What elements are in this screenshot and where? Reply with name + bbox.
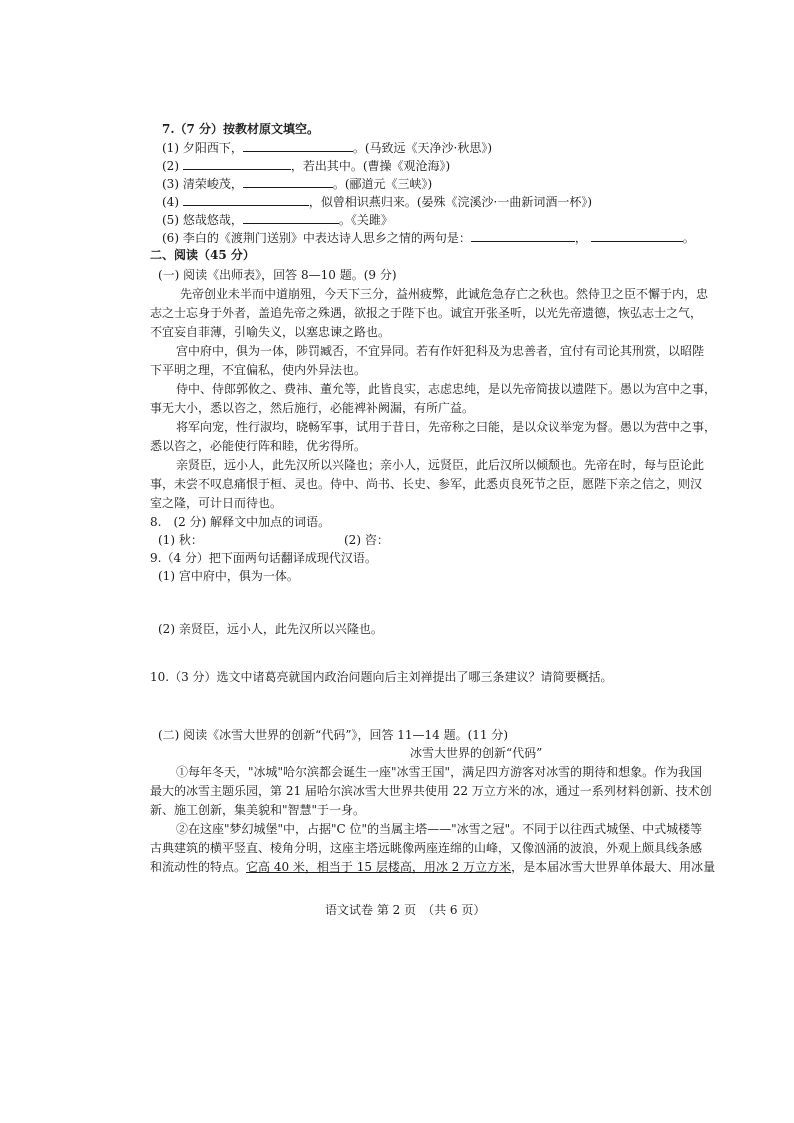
q7-item-5 <box>162 211 393 228</box>
q7-item-2 <box>162 157 450 174</box>
q7-item-text: 夕阳西下， <box>182 141 243 155</box>
passage-line: 悉以咨之，必能使行阵和睦，优劣得所。 <box>150 439 367 453</box>
passage-line: 先帝创业未半而中道崩殂，今天下三分，益州疲弊，此诚危急存亡之秋也。然侍卫之臣不懈于内，忠 <box>180 287 709 301</box>
q7-item-text: 。 <box>682 231 695 245</box>
passage-line: 亲贤臣，远小人，此先汉所以兴隆也；亲小人，远贤臣，此后汉所以倾颓也。先帝在时，每与臣论此 <box>176 458 705 472</box>
passage-line: 宫中府中，俱为一体，陟罚臧否，不宜异同。若有作奸犯科及为忠善者，宜付有司论其刑赏，以昭陛 <box>176 344 705 358</box>
passage-line: 下平明之理，不宜偏私，使内外异法也。 <box>150 363 367 377</box>
q7-item-number: (1) <box>162 141 179 155</box>
article-text: ，是本届冰雪大世界单体最大、用冰量 <box>511 860 716 874</box>
q8-item-1: (1) 秋： <box>158 533 203 547</box>
q8-header: 8. (2 分) 解释文中加点的词语。 <box>150 515 331 529</box>
article-line <box>150 859 715 875</box>
answer-blank[interactable] <box>471 229 575 242</box>
q7-item-1 <box>162 139 492 156</box>
q7-item-text: 。《关雎》 <box>338 213 393 227</box>
passage-line: 志之士忘身于外者，盖追先帝之殊遇，欲报之于陛下也。诚宜开张圣听，以光先帝遗德，恢弘志士之气， <box>150 306 703 320</box>
q7-item-text: ，若出其中。(曹操《观沧海》) <box>290 159 451 173</box>
passage-line: 室之隆，可计日而待也。 <box>150 496 283 510</box>
q7-item-number: (5) <box>162 213 179 227</box>
passage-line: 事无大小，悉以咨之，然后施行，必能裨补阙漏，有所广益。 <box>150 401 475 415</box>
q7-item-4 <box>162 193 592 210</box>
article-line: ②在这座"梦幻城堡"中，占据"C 位"的当属主塔——"冰雪之冠"。不同于以往西式城堡、中式城楼等 <box>176 822 703 836</box>
underlined-sentence: 它高 40 米，相当于 15 层楼高，用冰 2 万立方米 <box>246 860 512 874</box>
article-title: 冰雪大世界的创新“代码” <box>410 746 543 760</box>
q7-item-text: 。(郦道元《三峡》) <box>332 177 433 191</box>
article-line: 古典建筑的横平竖直、棱角分明，这座主塔远眺像两座连绵的山峰，又像汹涌的波浪，外观上颇具线条感 <box>150 841 703 855</box>
page-footer: 语文试卷 第 2 页 （共 6 页） <box>325 903 486 917</box>
q7-item-number: (4) <box>162 195 179 209</box>
part1-title: (一) 阅读《出师表》，回答 8—10 题。(9 分) <box>158 268 397 282</box>
answer-blank[interactable] <box>243 175 333 188</box>
part2-title: (二) 阅读《冰雪大世界的创新“代码”》，回答 11—14 题。(11 分) <box>158 728 509 742</box>
q7-item-number: (6) <box>162 231 179 245</box>
article-line: 新、施工创新，集美貌和"智慧"于一身。 <box>150 803 366 817</box>
q7-item-text: 。(马致远《天净沙·秋思》) <box>352 141 493 155</box>
passage-line: 不宜妄自菲薄，引喻失义，以塞忠谏之路也。 <box>150 325 391 339</box>
q7-item-number: (2) <box>162 159 179 173</box>
answer-blank[interactable] <box>183 157 291 170</box>
q7-item-number: (3) <box>162 177 179 191</box>
q10-header: 10.（3 分）选文中诸葛亮就国内政治问题向后主刘禅提出了哪三条建议？请简要概括。 <box>150 670 613 684</box>
passage-line: 侍中、侍郎郭攸之、费祎、董允等，此皆良实，志虑忠纯，是以先帝简拔以遗陛下。愚以为宫中之事， <box>176 382 717 396</box>
article-text: 和流动性的特点。 <box>150 860 247 874</box>
passage-line: 将军向宠，性行淑均，晓畅军事，试用于昔日，先帝称之曰能，是以众议举宠为督。愚以为营中之事， <box>176 420 717 434</box>
answer-blank[interactable] <box>243 211 339 224</box>
answer-blank[interactable] <box>591 229 683 242</box>
q9-header: 9.（4 分）把下面两句话翻译成现代汉语。 <box>150 551 377 565</box>
q7-header: 7.（7 分）按教材原文填空。 <box>162 122 320 136</box>
answer-blank[interactable] <box>243 139 353 152</box>
q7-item-3 <box>162 175 432 192</box>
article-line: ①每年冬天，"冰城"哈尔滨都会诞生一座"冰雪王国"，满足四方游客对冰雪的期待和想象。作为我国 <box>176 765 703 779</box>
q8-item-2: (2) 咨： <box>344 533 389 547</box>
passage-line: 事，未尝不叹息痛恨于桓、灵也。侍中、尚书、长史、参军，此悉贞良死节之臣，愿陛下亲之信之，则汉 <box>150 477 703 491</box>
q7-item-text: ，似曾相识燕归来。(晏殊《浣溪沙·一曲新词酒一杯》) <box>308 195 593 209</box>
q7-item-text: 清荣峻茂， <box>182 177 243 191</box>
q7-item-text: ， <box>574 231 587 245</box>
q7-item-6 <box>162 229 695 246</box>
q9-item-1: (1) 宫中府中，俱为一体。 <box>158 569 299 583</box>
article-line: 最大的冰雪主题乐园，第 21 届哈尔滨冰雪大世界共使用 22 万立方米的冰，通过一系列材料创新、技术创 <box>150 784 712 798</box>
q7-item-text: 李白的《渡荆门送别》中表达诗人思乡之情的两句是： <box>182 231 471 245</box>
q7-item-text: 悠哉悠哉， <box>182 213 243 227</box>
section-title: 二、阅读（45 分） <box>150 248 255 262</box>
q9-item-2: (2) 亲贤臣，远小人，此先汉所以兴隆也。 <box>158 622 383 636</box>
answer-blank[interactable] <box>183 193 309 206</box>
